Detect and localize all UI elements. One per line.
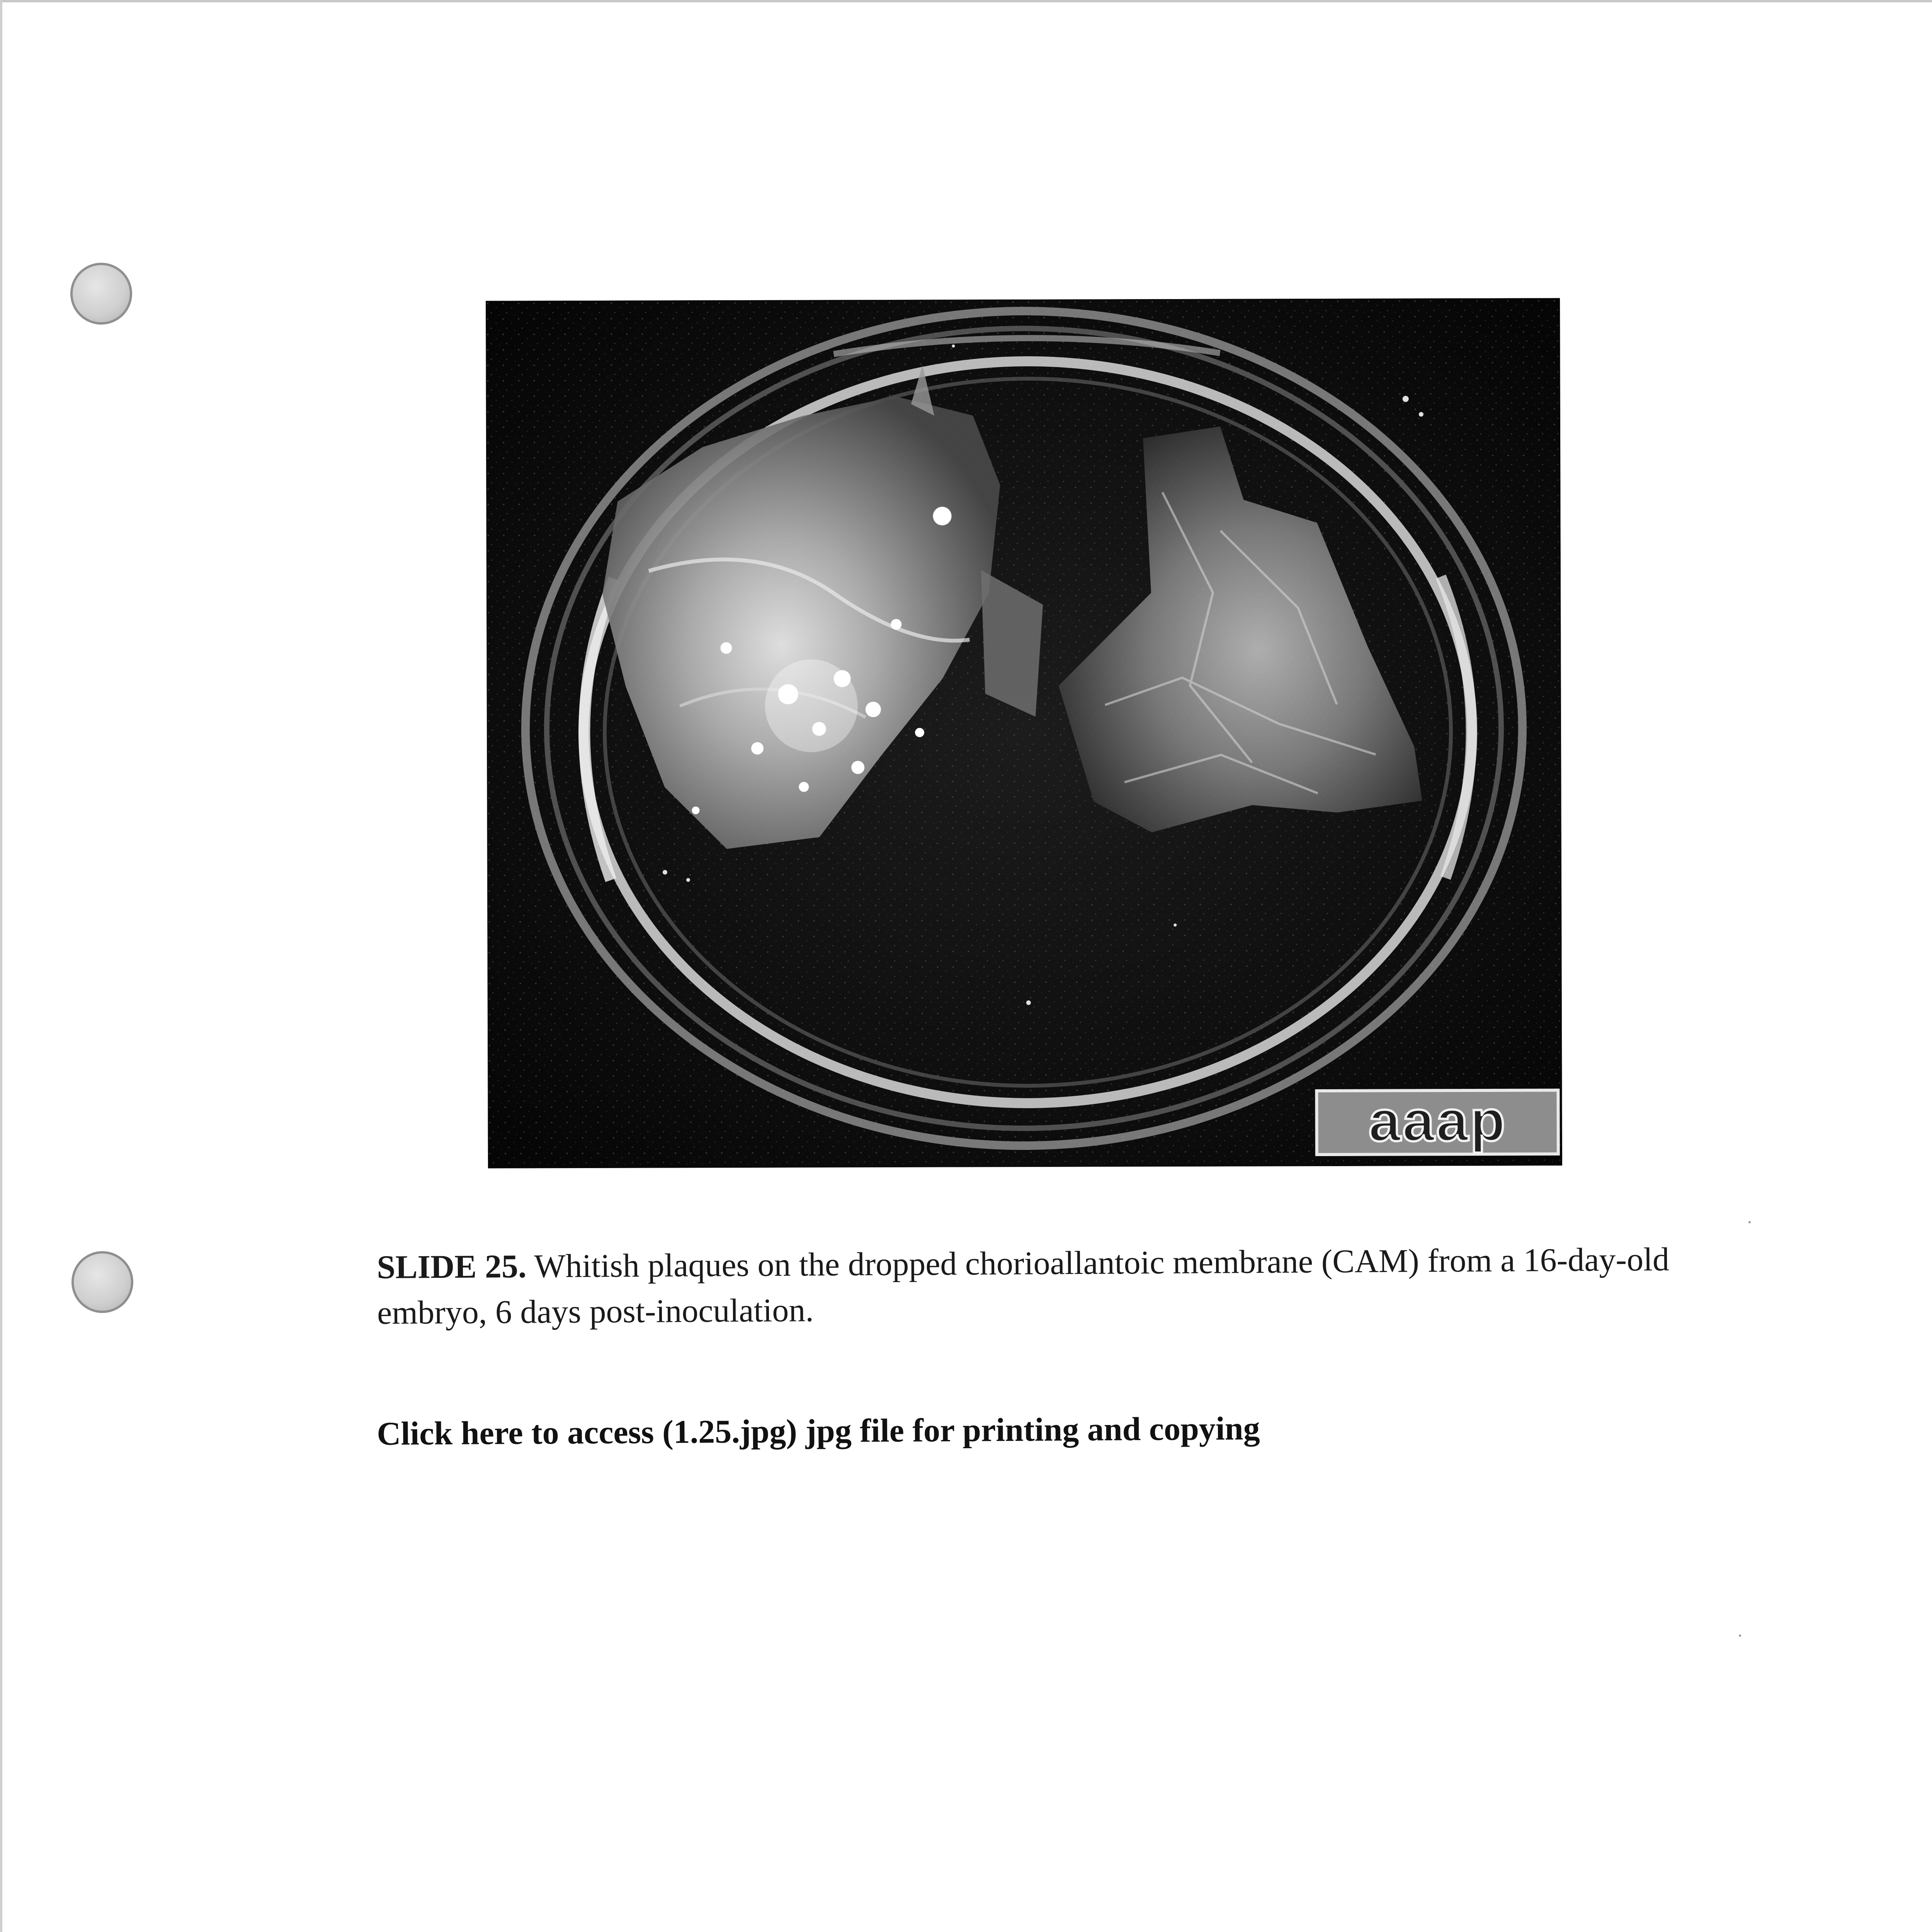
binder-hole-top — [70, 263, 132, 325]
scan-edge-top — [0, 0, 1932, 2]
petri-dish-illustration — [486, 298, 1562, 1168]
svg-text:aaap: aaap — [1368, 1088, 1507, 1153]
binder-hole-middle — [71, 1251, 133, 1313]
slide-label: SLIDE 25. — [377, 1247, 527, 1286]
jpg-access-link[interactable]: Click here to access (1.25.jpg) jpg file for printing and copying — [377, 1410, 1260, 1452]
scan-edge-left — [0, 0, 2, 1932]
slide-photo — [486, 298, 1562, 1168]
scan-speck — [1748, 1221, 1751, 1223]
aaap-watermark — [1316, 1088, 1558, 1155]
slide-caption — [377, 1236, 1699, 1335]
slide-description: Whitish plaques on the dropped chorioallantoic membrane (CAM) from a 16-day-old embryo, 6 days post-inoculation. — [377, 1240, 1670, 1331]
scan-speck — [1739, 1634, 1741, 1637]
